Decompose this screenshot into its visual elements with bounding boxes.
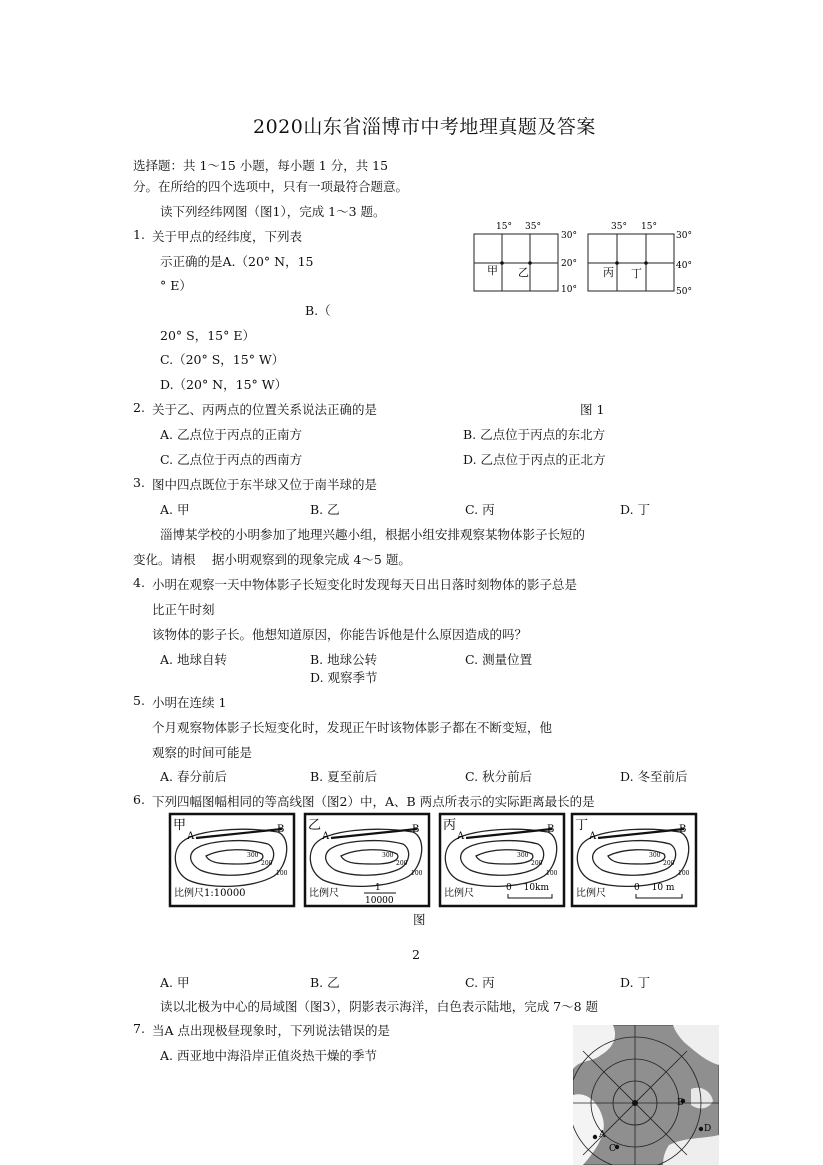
read-fig3-instruction: 读以北极为中心的局域图（图3），阴影表示海洋，白色表示陆地，完成 7～8 题 — [160, 999, 599, 1014]
q4-option-a: A. 地球自转 — [160, 652, 227, 667]
figure-1-caption: 图 1 — [580, 402, 605, 417]
panel-bing-contour-200: 200 — [531, 860, 543, 867]
q1-option-d: D.（20° N，15° W） — [160, 377, 288, 392]
panel-ding-contour-200: 200 — [663, 860, 675, 867]
point-bing-marker — [615, 261, 619, 265]
point-ding-label: 丁 — [631, 267, 642, 280]
q1-stem-1: 关于甲点的经纬度，下列表 — [152, 229, 303, 244]
panel-yi-scale-numerator: 1 — [375, 883, 381, 893]
intro-line-1: 选择题：共 1～15 小题，每小题 1 分，共 15 — [133, 158, 389, 173]
graticule-right — [588, 234, 674, 291]
q1-option-c: C.（20° S，15° W） — [160, 352, 285, 367]
panel-bing-contour-300: 300 — [517, 852, 529, 859]
right-lat-label-3: 50° — [676, 287, 692, 296]
intro-line-2: 分。在所给的四个选项中，只有一项最符合题意。 — [133, 179, 409, 194]
point-yi-label: 乙 — [518, 266, 529, 279]
graticule-left — [474, 234, 558, 291]
panel-jia-contour-200: 200 — [261, 860, 273, 867]
left-lat-label-2: 20° — [561, 259, 577, 269]
right-lon-label-1: 35° — [611, 222, 627, 232]
read-fig1-instruction: 读下列经纬网图（图1），完成 1～3 题。 — [160, 204, 386, 219]
q5-option-d: D. 冬至前后 — [620, 769, 688, 784]
q4-stem-3: 该物体的影子长。他想知道原因，你能告诉他是什么原因造成的吗？ — [152, 627, 528, 642]
point-c-label: C — [609, 1144, 616, 1154]
right-lat-label-1: 30° — [676, 231, 692, 241]
q2-option-b: B. 乙点位于丙点的东北方 — [463, 427, 606, 442]
panel-yi-label: 乙 — [308, 818, 322, 833]
q1-option-b-head: B.（ — [305, 303, 331, 318]
panel-ding-label: 丁 — [575, 818, 589, 833]
q4-stem-1: 小明在观察一天中物体影子长短变化时发现每天日出日落时刻物体的影子总是 — [152, 577, 578, 592]
figure-2-caption-line-2: 2 — [412, 947, 420, 962]
q6-number: 6. — [133, 792, 145, 807]
panel-ding-point-b: B — [679, 824, 687, 835]
panel-yi-scale: 比例尺 — [309, 888, 339, 899]
q3-option-c: C. 丙 — [465, 502, 495, 517]
intro45-line-2: 变化。请根 据小明观察到的现象完成 4～5 题。 — [133, 552, 411, 567]
panel-jia-scale: 比例尺1:10000 — [174, 888, 246, 899]
panel-yi-scale-denominator: 10000 — [365, 896, 394, 906]
intro45-line-1: 淄博某学校的小明参加了地理兴趣小组，根据小组安排观察某物体影子长短的 — [160, 527, 586, 542]
panel-jia-label: 甲 — [173, 818, 187, 833]
contour-panel-bing — [440, 814, 564, 906]
panel-bing-point-b: B — [547, 824, 555, 835]
q6-option-b: B. 乙 — [310, 975, 340, 990]
right-lon-label-2: 15° — [641, 222, 657, 232]
q5-stem-3: 观察的时间可能是 — [152, 745, 253, 760]
right-lat-label-2: 40° — [676, 261, 692, 271]
q4-option-c: C. 测量位置 — [465, 652, 533, 667]
panel-yi-contour-100: 100 — [411, 870, 423, 877]
panel-jia-contour-300: 300 — [247, 852, 259, 859]
left-lat-label-3: 10° — [561, 285, 577, 295]
point-a-marker — [593, 1135, 597, 1139]
north-pole-marker — [632, 1100, 638, 1106]
panel-jia-contour-100: 100 — [276, 870, 288, 877]
point-a-label: A — [599, 1130, 606, 1140]
q4-option-d: D. 观察季节 — [310, 670, 378, 685]
q4-option-b: B. 地球公转 — [310, 652, 378, 667]
panel-bing-contour-100: 100 — [546, 870, 558, 877]
panel-yi-contour-200: 200 — [396, 860, 408, 867]
point-d-label: D — [704, 1124, 712, 1134]
panel-ding-scale-bar-text: 0 10 m — [634, 883, 675, 893]
q5-stem-2: 个月观察物体影子长短变化时，发现正午时该物体影子都在不断变短，他 — [152, 720, 553, 735]
panel-ding-scale: 比例尺 — [576, 888, 606, 899]
q3-stem: 图中四点既位于东半球又位于南半球的是 — [152, 477, 378, 492]
q5-option-a: A. 春分前后 — [160, 769, 227, 784]
figure-2-contour-maps — [168, 812, 698, 908]
page-title: 2020山东省淄博市中考地理真题及答案 — [253, 116, 596, 138]
q1-stem-3: ° E） — [160, 278, 192, 293]
q7-number: 7. — [133, 1021, 145, 1036]
q3-number: 3. — [133, 475, 145, 490]
panel-jia-point-a: A — [187, 831, 195, 842]
q4-number: 4. — [133, 575, 145, 590]
figure-1-graticule — [466, 216, 706, 296]
figure-3-polar-map — [573, 1025, 719, 1165]
q5-number: 5. — [133, 693, 145, 708]
q7-stem: 当A 点出现极昼现象时，下列说法错误的是 — [152, 1023, 391, 1038]
left-lat-label-1: 30° — [561, 231, 577, 241]
point-jia-marker — [500, 261, 504, 265]
panel-bing-scale: 比例尺 — [444, 888, 474, 899]
contour-panel-yi — [305, 814, 429, 906]
q2-option-a: A. 乙点位于丙点的正南方 — [160, 427, 302, 442]
point-d-marker — [699, 1127, 703, 1131]
q2-option-d: D. 乙点位于丙点的正北方 — [463, 452, 606, 467]
panel-ding-point-a: A — [589, 831, 597, 842]
point-ding-marker — [644, 261, 648, 265]
point-bing-label: 丙 — [603, 266, 614, 279]
figure-2-caption-line-1: 图 — [413, 912, 426, 927]
point-jia-label: 甲 — [487, 264, 498, 277]
q1-option-b-rest: 20° S，15° E） — [160, 328, 255, 343]
q7-option-a: A. 西亚地中海沿岸正值炎热干燥的季节 — [160, 1048, 377, 1063]
q5-option-c: C. 秋分前后 — [465, 769, 533, 784]
panel-jia-point-b: B — [277, 824, 285, 835]
q5-stem-1: 小明在连续 1 — [152, 695, 227, 710]
q2-number: 2. — [133, 400, 145, 415]
panel-ding-contour-100: 100 — [678, 870, 690, 877]
panel-ding-contour-300: 300 — [649, 852, 661, 859]
panel-bing-point-a: A — [457, 831, 465, 842]
q6-option-d: D. 丁 — [620, 975, 651, 990]
q3-option-a: A. 甲 — [160, 502, 190, 517]
panel-bing-scale-bar-text: 0 10km — [506, 883, 550, 893]
q2-stem: 关于乙、丙两点的位置关系说法正确的是 — [152, 402, 378, 417]
q1-number: 1. — [133, 227, 145, 242]
point-b-label: B — [677, 1098, 684, 1108]
q4-stem-2: 比正午时刻 — [152, 602, 215, 617]
left-lon-label-1: 15° — [496, 222, 512, 232]
panel-bing-label: 丙 — [443, 818, 457, 833]
q3-option-d: D. 丁 — [620, 502, 651, 517]
panel-yi-point-b: B — [412, 824, 420, 835]
q6-stem: 下列四幅图幅相同的等高线图（图2）中，A、B 两点所表示的实际距离最长的是 — [152, 794, 595, 809]
panel-yi-point-a: A — [322, 831, 330, 842]
panel-yi-contour-300: 300 — [382, 852, 394, 859]
left-lon-label-2: 35° — [525, 222, 541, 232]
contour-panel-ding — [572, 814, 696, 906]
q5-option-b: B. 夏至前后 — [310, 769, 378, 784]
q6-option-c: C. 丙 — [465, 975, 495, 990]
q6-option-a: A. 甲 — [160, 975, 190, 990]
point-yi-marker — [528, 261, 532, 265]
q2-option-c: C. 乙点位于丙点的西南方 — [160, 452, 303, 467]
q1-stem-2: 示正确的是A.（20° N，15 — [160, 254, 314, 269]
contour-panel-jia — [170, 814, 294, 906]
q3-option-b: B. 乙 — [310, 502, 340, 517]
